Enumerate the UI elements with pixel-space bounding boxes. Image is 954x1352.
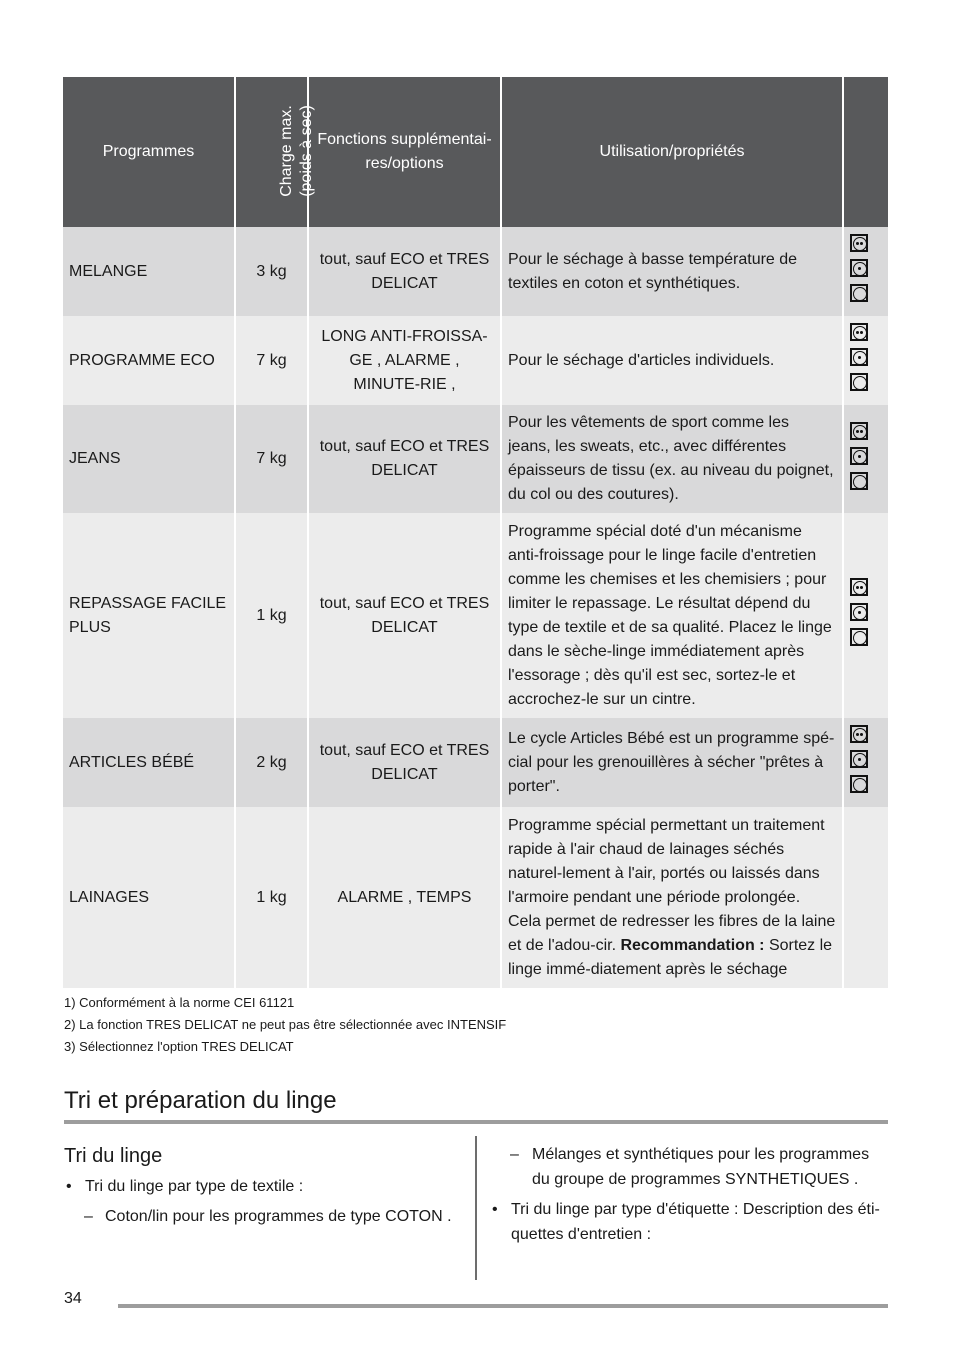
utilisation-value (501, 807, 843, 988)
recommandation-label: Recommandation : (620, 936, 765, 954)
footnote-3: 3) Sélectionnez l'option TRES DELICAT (64, 1039, 294, 1054)
tumble-dry-icon (850, 472, 868, 490)
header-programmes: Programmes (63, 77, 235, 227)
care-labels (843, 513, 888, 718)
charge-value: 1 kg (235, 513, 308, 718)
left-column (64, 1140, 464, 1229)
utilisation-value: Pour le séchage d'articles individuels. (501, 316, 843, 405)
footnotes (64, 992, 506, 1058)
table-row (63, 513, 888, 718)
header-utilisation: Utilisation/propriétés (501, 77, 843, 227)
utilisation-value: Pour les vêtements de sport comme les jeans, les sweats, etc., avec différentes épaisseurs de tissu (ex. au niveau du poignet, du col ou des coutures). (501, 405, 843, 513)
care-labels (843, 227, 888, 316)
header-etiquette: Étiquette d'entretien (843, 77, 888, 227)
fonctions-value: tout, sauf ECO et TRES DELICAT (308, 513, 501, 718)
charge-value: 1 kg (235, 807, 308, 988)
table-row (63, 718, 888, 807)
table-row (63, 405, 888, 513)
header-charge: Charge max. (poids à sec) (235, 77, 308, 227)
tumble-dry-two-dots-icon (850, 422, 868, 440)
tumble-dry-two-dots-icon (850, 725, 868, 743)
table-header-row (63, 77, 888, 227)
footnote-1: 1) Conformément à la norme CEI 61121 (64, 995, 295, 1010)
charge-value: 2 kg (235, 718, 308, 807)
footer-divider (118, 1304, 888, 1308)
column-divider (475, 1136, 477, 1280)
tumble-dry-two-dots-icon (850, 578, 868, 596)
table-row (63, 807, 888, 988)
tumble-dry-two-dots-icon (850, 323, 868, 341)
programme-name: MELANGE (63, 227, 235, 316)
header-fonctions: Fonctions supplémentai-res/options (308, 77, 501, 227)
programme-name: REPASSAGE FACILE PLUS (63, 513, 235, 718)
programmes-table (63, 77, 919, 988)
list-item-text: Tri du linge par type de textile : (85, 1178, 304, 1195)
list-subitem-text: Coton/lin pour les programmes de type COTON . (105, 1208, 452, 1225)
tumble-dry-one-dot-icon (850, 603, 868, 621)
list-item (490, 1197, 888, 1247)
right-column (490, 1142, 888, 1247)
programme-name: JEANS (63, 405, 235, 513)
tumble-dry-icon (850, 373, 868, 391)
programme-name: LAINAGES (63, 807, 235, 988)
list-subitem (490, 1142, 888, 1192)
care-labels (843, 405, 888, 513)
tumble-dry-icon (850, 284, 868, 302)
table-row (63, 316, 888, 405)
fonctions-value: tout, sauf ECO et TRES DELICAT (308, 718, 501, 807)
list-subitem-text: Mélanges et synthétiques pour les programmes du groupe de programmes SYNTHETIQUES . (532, 1146, 870, 1188)
subsection-title: Tri du linge (64, 1145, 163, 1167)
dash-icon: – (84, 1208, 93, 1225)
tumble-dry-one-dot-icon (850, 259, 868, 277)
tumble-dry-one-dot-icon (850, 348, 868, 366)
bullet-icon: • (66, 1178, 72, 1195)
utilisation-value: Pour le séchage à basse température de textiles en coton et synthétiques. (501, 227, 843, 316)
programme-name: PROGRAMME ECO (63, 316, 235, 405)
utilisation-text: Programme spécial permettant un traitement rapide à l'air chaud de lainages séchés naturel-lement à l'air, portés ou laissés dans l'armoire pendant une période prolongée. Cela permet de redresser les fibres de la laine et de l'adou-cir. (508, 816, 836, 954)
tumble-dry-two-dots-icon (850, 234, 868, 252)
fonctions-value: ALARME , TEMPS (308, 807, 501, 988)
fonctions-value: tout, sauf ECO et TRES DELICAT (308, 405, 501, 513)
charge-value: 7 kg (235, 405, 308, 513)
care-labels (843, 316, 888, 405)
tumble-dry-icon (850, 775, 868, 793)
section-title: Tri et préparation du linge (64, 1087, 337, 1114)
utilisation-value: Le cycle Articles Bébé est un programme spé-cial pour les grenouillères à sécher "prêtes à porter". (501, 718, 843, 807)
care-labels (843, 807, 888, 988)
programme-name: ARTICLES BÉBÉ (63, 718, 235, 807)
fonctions-value: LONG ANTI-FROISSA-GE , ALARME , MINUTE-RIE , (308, 316, 501, 405)
charge-value: 7 kg (235, 316, 308, 405)
list-subitem (64, 1204, 464, 1229)
tumble-dry-one-dot-icon (850, 447, 868, 465)
bullet-icon: • (492, 1201, 498, 1218)
list-item-text: Tri du linge par type d'étiquette : Description des éti-quettes d'entretien : (511, 1201, 880, 1243)
recommandation-text: Sortez le linge immé-diatement après le séchage (508, 936, 833, 978)
tumble-dry-icon (850, 628, 868, 646)
table-row (63, 227, 888, 316)
utilisation-value: Programme spécial doté d'un mécanisme anti-froissage pour le linge facile d'entretien comme les chemises et les chemisiers ; pour limiter le repassage. Le résultat dépend du type de textile et de sa qualité. Placez le linge dans le sèche-linge immédiatement après l'essorage ; dès qu'il est sec, sortez-le et accrochez-le sur un cintre. (501, 513, 843, 718)
care-labels (843, 718, 888, 807)
charge-value: 3 kg (235, 227, 308, 316)
dash-icon: – (510, 1146, 519, 1163)
footnote-2: 2) La fonction TRES DELICAT ne peut pas être sélectionnée avec INTENSIF (64, 1017, 507, 1032)
section-divider (64, 1120, 888, 1124)
list-item (64, 1174, 464, 1199)
fonctions-value: tout, sauf ECO et TRES DELICAT (308, 227, 501, 316)
tumble-dry-one-dot-icon (850, 750, 868, 768)
page-number: 34 (64, 1290, 82, 1307)
